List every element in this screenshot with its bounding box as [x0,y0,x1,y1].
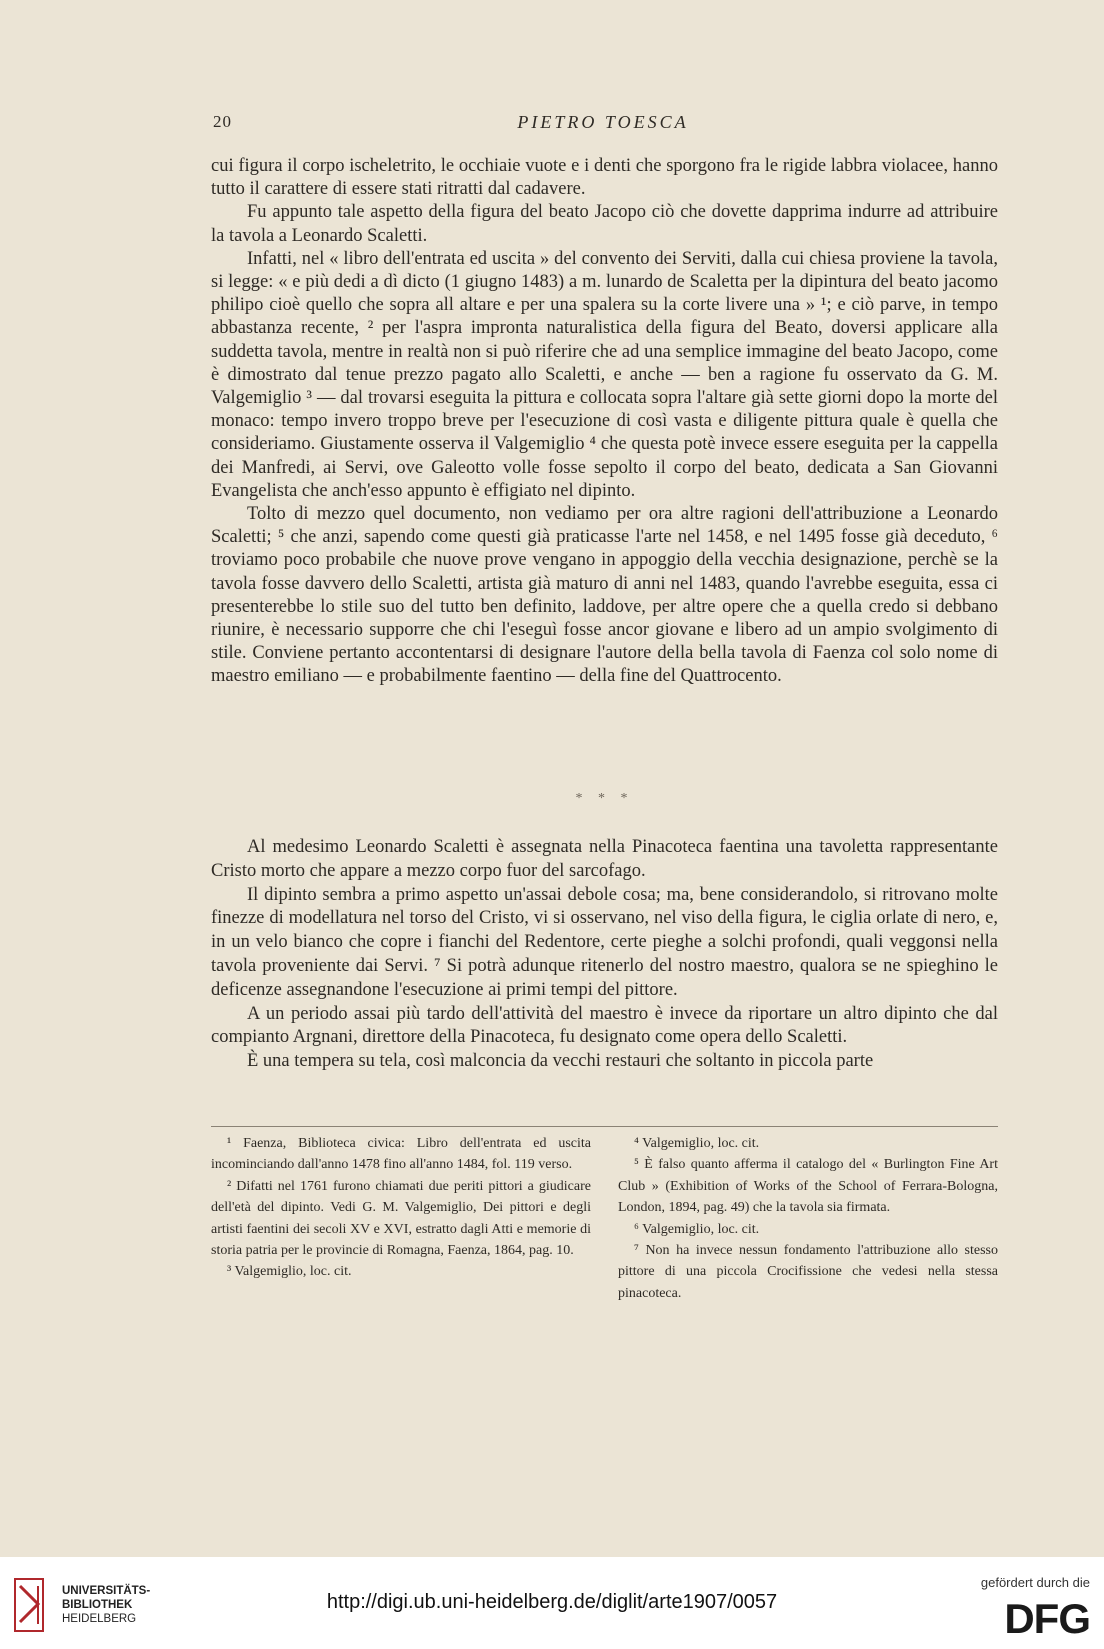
footnote: ² Difatti nel 1761 furono chiamati due periti pittori a giudicare dell'età del dipinto. Vedi G. M. Valgemiglio, Dei pittori e degli artisti faentini dei secoli XV e XVI, estratto dagli Atti e memorie di storia patria per le provincie di Romagna, Faenza, 1864, pag. 10. [211,1178,591,1259]
paragraph: Tolto di mezzo quel documento, non vediamo per ora altre ragioni dell'attribuzione a Leonardo Scaletti; ⁵ che anzi, sapendo come questi già praticasse l'arte nel 1458, e nel 1495 fosse già deceduto, ⁶ troviamo poco probabile che nuove prove vengano in appoggio della vecchia designazione, perchè se la tavola fosse davvero dello Scaletti, artista già maturo di anni nel 1483, quando l'avrebbe eseguita, essa ci presenterebbe lo stile suo del tutto ben definito, laddove, per altre opere che a quella credo si debbano riunire, è necessario supporre che chi l'eseguì fosse ancor giovane e libero ad un ampio svolgimento di stile. Conviene pertanto accontentarsi di designare l'autore della bella tavola di Faenza col solo nome di maestro emiliano — e probabilmente faentino — della fine del Quattrocento. [211,504,998,687]
footnote: ⁵ È falso quanto afferma il catalogo del « Burlington Fine Art Club » (Exhibition of Works of the School of Ferrara-Bologna, London, 1894, pag. 49) che la tavola sia firmata. [618,1157,998,1216]
main-text-block [211,155,998,689]
footnote: ⁷ Non ha invece nessun fondamento l'attribuzione allo stesso pittore di una piccola Crocifissione che vedesi nella stessa pinacoteca. [618,1243,998,1301]
paragraph: Fu appunto tale aspetto della figura del beato Jacopo ciò che dovette dapprima indurre ad attribuire la tavola a Leonardo Scaletti. [211,202,998,246]
footnotes-right-column [618,1133,998,1304]
library-name-line: BIBLIOTHEK [62,1599,133,1611]
viewer-footer [0,1557,1104,1649]
library-name-line: HEIDELBERG [62,1613,137,1625]
paragraph: cui figura il corpo ischeletrito, le occhiaie vuote e i denti che sporgono fra le rigide labbra violacee, hanno tutto il carattere di essere stati ritratti dal cadavere. [211,156,998,200]
paragraph: Il dipinto sembra a primo aspetto un'assai debole cosa; ma, bene considerandolo, si ritrovano molte finezze di modellatura nel torso del Cristo, vi si osservano, nel viso della figura, le ciglia orlate di nero, e, in un velo bianco che copre i fianchi del Redentore, certe pieghe a solchi profondi, quali veggonsi nella tavola proveniente dai Servi. ⁷ Si potrà adunque ritenerlo del nostro maestro, qualora se ne spieghino le deficenze assegnandone l'esecuzione ai primi tempi del pittore. [211,884,998,1000]
footnote-divider [211,1126,998,1127]
paragraph: A un periodo assai più tardo dell'attività del maestro è invece da riportare un altro dipinto che dal compianto Argnani, direttore della Pinacoteca, fu designato come opera dello Scaletti. [211,1003,998,1048]
page-header [213,112,993,142]
footnote: ¹ Faenza, Biblioteca civica: Libro dell'entrata ed uscita incominciando dall'anno 1478 fino all'anno 1484, fol. 119 verso. [211,1136,591,1173]
footnote: ³ Valgemiglio, loc. cit. [227,1264,352,1280]
footnote: ⁴ Valgemiglio, loc. cit. [634,1136,760,1151]
page-number: 20 [213,112,232,131]
running-head: PIETRO TOESCA [517,112,689,132]
paragraph: Al medesimo Leonardo Scaletti è assegnata nella Pinacoteca faentina una tavoletta rappresentante Cristo morto che appare a mezzo corpo fuor del sarcofago. [211,837,998,881]
footnotes [211,1133,998,1304]
funded-by-label: gefördert durch die [980,1575,1090,1590]
section-separator: * * * [575,791,634,806]
footnotes-left-column [211,1133,591,1304]
dfg-logo: DFG [1004,1595,1090,1642]
permalink-url[interactable]: http://digi.ub.uni-heidelberg.de/diglit/arte1907/0057 [326,1591,778,1613]
second-text-block [211,836,998,1074]
library-name-line: UNIVERSITÄTS- [62,1585,151,1597]
paragraph: È una tempera su tela, così malconcia da vecchi restauri che soltanto in piccola parte [247,1051,874,1072]
paragraph: Infatti, nel « libro dell'entrata ed uscita » del convento dei Serviti, dalla cui chiesa proviene la tavola, si legge: « e più dedi a dì dicto (1 giugno 1483) a m. lunardo de Scaletta per la dipintura del beato jacomo philipo cioè quello che sopra all altare e per una spalera su la corte livere una » ¹; e ciò parve, in tempo abbastanza recente, ² per l'aspra impronta naturalistica della figura del Beato, doversi applicare alla suddetta tavola, mentre in realtà non si può riferire che ad una semplice immagine del beato Jacopo, come è dimostrato dal tenue prezzo pagato allo Scaletti, e anche — ben a ragione fu osservato da G. M. Valgemiglio ³ — dal trovarsi eseguita la pittura e collocata sopra l'altare già sette giorni dopo la morte del monaco: tempo invero troppo breve per l'esecuzione di così vasta e diligente pittura quale è quella che consideriamo. Giustamente osserva il Valgemiglio ⁴ che questa potè invece essere eseguita per la cappella dei Manfredi, ai Servi, ove Galeotto volle fosse sepolto il corpo del beato, dedicata a San Giovanni Evangelista che anch'esso appunto è effigiato nel dipinto. [211,248,998,501]
footnote: ⁶ Valgemiglio, loc. cit. [634,1221,760,1237]
